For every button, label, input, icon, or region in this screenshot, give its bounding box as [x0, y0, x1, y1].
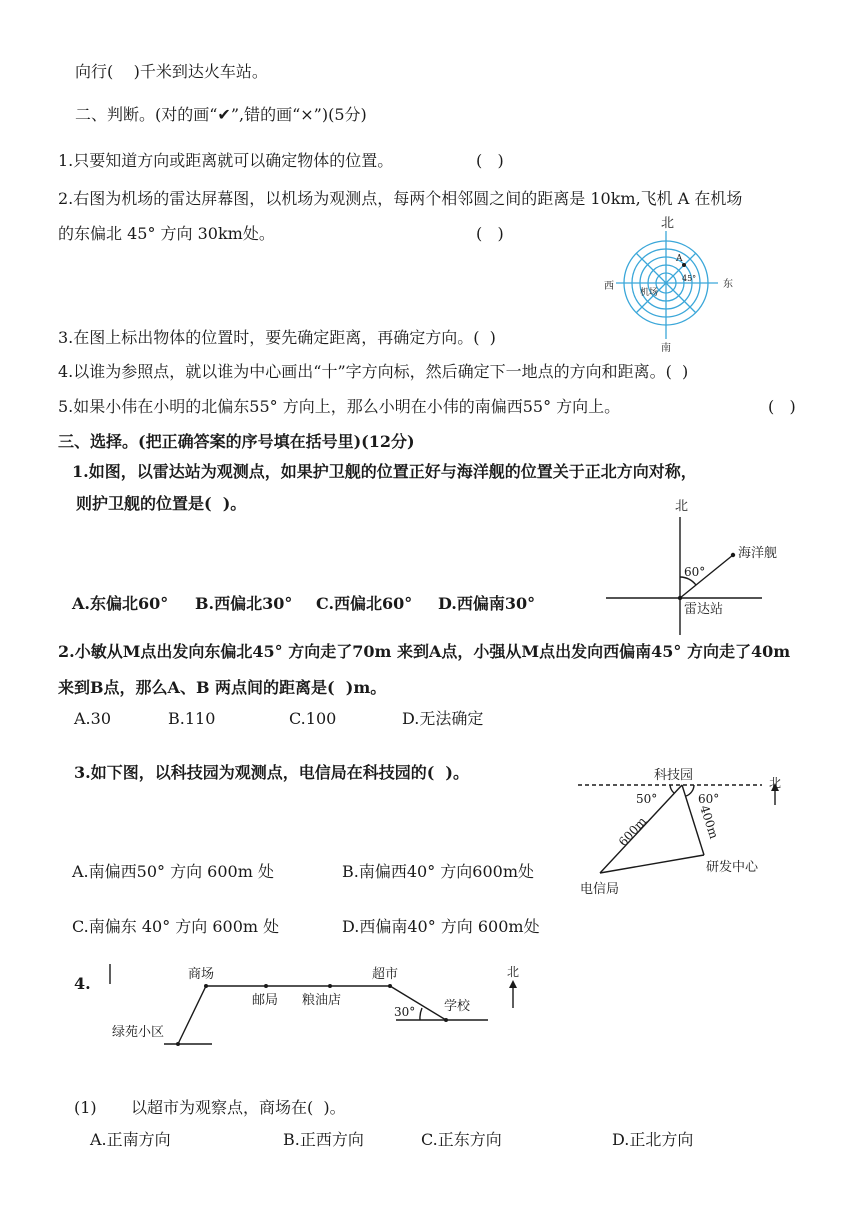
choice-2-option-a[interactable]: A.30 [74, 709, 111, 728]
judge-1-answer-blank[interactable]: ( ) [476, 151, 504, 170]
route-north-arrow-head [509, 980, 517, 988]
section-3-heading: 三、选择。(把正确答案的序号填在括号里)(12分) [58, 432, 415, 451]
judge-3: 3.在图上标出物体的位置时，要先确定距离，再确定方向。( ) [58, 328, 496, 347]
radar-plane-label: A [676, 254, 683, 264]
angle-60-label: 60° [698, 792, 720, 806]
line-previous-question: 向行( )千米到达火车站。 [75, 62, 268, 81]
choice-4-option-b[interactable]: B.正西方向 [283, 1130, 364, 1149]
mall-label: 商场 [188, 967, 215, 982]
choice-3-option-d[interactable]: D.西偏南40° 方向 600m处 [342, 917, 540, 936]
route-north-label: 北 [507, 965, 520, 979]
angle-arc-50 [670, 785, 674, 793]
radar-south-label: 南 [661, 343, 671, 354]
choice-1-option-c[interactable]: C.西偏北60° [316, 594, 413, 613]
choice-3: 3.如下图，以科技园为观测点，电信局在科技园的( )。 [74, 763, 469, 782]
radar-station-diagram [600, 495, 800, 640]
route-angle-label: 30° [394, 1005, 416, 1019]
choice-1-option-d[interactable]: D.西偏南30° [438, 594, 536, 613]
tech-north-label: 北 [769, 776, 782, 790]
judge-5: 5.如果小伟在小明的北偏东55° 方向上，那么小明在小伟的南偏西55° 方向上。 [58, 397, 621, 416]
choice-2-option-b[interactable]: B.110 [168, 709, 216, 728]
station-label: 雷达站 [684, 602, 724, 617]
plane-a-marker [682, 263, 686, 267]
choice-1-line-2: 则护卫舰的位置是( )。 [76, 494, 247, 513]
home-label: 绿苑小区 [112, 1025, 165, 1040]
choice-1-option-b[interactable]: B.西偏北30° [195, 594, 293, 613]
judge-1: 1.只要知道方向或距离就可以确定物体的位置。 [58, 151, 394, 170]
telecom-label: 电信局 [580, 882, 620, 897]
choice-4-number: 4. [74, 974, 91, 993]
distance-600-label: 600m [615, 814, 650, 850]
choice-3-option-a[interactable]: A.南偏西50° 方向 600m 处 [72, 862, 274, 881]
choice-2-option-d[interactable]: D.无法确定 [402, 709, 484, 728]
route-diagram [108, 960, 538, 1055]
point-mall [204, 984, 208, 988]
choice-3-option-c[interactable]: C.南偏东 40° 方向 600m 处 [72, 917, 280, 936]
angle-50-label: 50° [636, 792, 658, 806]
radar-center-label: 机场 [640, 288, 659, 298]
choice-2-option-c[interactable]: C.100 [289, 709, 337, 728]
judge-5-answer-blank[interactable]: ( ) [768, 397, 796, 416]
line-telecom-to-rd [600, 855, 704, 873]
radar-north-label: 北 [661, 216, 675, 231]
choice-2-line-2: 来到B点，那么A、B 两点间的距离是( )m。 [58, 678, 387, 697]
point-post [264, 984, 268, 988]
judge-2-line-2: 的东偏北 45° 方向 30km处。 [58, 224, 275, 243]
section-2-heading: 二、判断。(对的画“✔”,错的画“×”)(5分) [75, 105, 367, 124]
choice-1-option-a[interactable]: A.东偏北60° [72, 594, 169, 613]
choice-4-option-a[interactable]: A.正南方向 [90, 1130, 171, 1149]
post-label: 邮局 [252, 993, 279, 1008]
judge-2-answer-blank[interactable]: ( ) [476, 224, 504, 243]
market-label: 超市 [372, 967, 399, 982]
ship-label: 海洋舰 [738, 546, 778, 561]
radar-east-label: 东 [723, 279, 733, 290]
choice-2-line-1: 2.小敏从M点出发向东偏北45° 方向走了70m 来到A点，小强从M点出发向西偏南45° 方向走了40m [58, 642, 791, 661]
choice-4-option-d[interactable]: D.正北方向 [612, 1130, 694, 1149]
choice-4-sub-1-number: (1) [74, 1098, 97, 1117]
airport-radar-diagram [596, 215, 746, 355]
grain-label: 粮油店 [302, 993, 342, 1008]
tech-park-diagram [576, 765, 796, 900]
choice-1-line-1: 1.如图，以雷达站为观测点，如果护卫舰的位置正好与海洋舰的位置关于正北方向对称， [72, 462, 697, 481]
rd-center-label: 研发中心 [706, 860, 759, 875]
school-label: 学校 [444, 999, 471, 1014]
point-market [388, 984, 392, 988]
ship-north-label: 北 [675, 499, 689, 514]
choice-4-sub-1: 以超市为观察点，商场在( )。 [131, 1098, 346, 1117]
point-grain [328, 984, 332, 988]
angle-arc-60 [686, 785, 694, 796]
distance-400-label: 400m [697, 803, 722, 841]
ship-angle-label: 60° [684, 565, 706, 579]
point-school [444, 1018, 448, 1022]
choice-3-option-b[interactable]: B.南偏西40° 方向600m处 [342, 862, 535, 881]
angle-arc-30 [420, 1008, 422, 1020]
tech-park-label: 科技园 [654, 768, 694, 783]
judge-2-line-1: 2.右图为机场的雷达屏幕图，以机场为观测点，每两个相邻圆之间的距离是 10km,飞机 A 在机场 [58, 189, 743, 208]
station-point [678, 596, 682, 600]
judge-4: 4.以谁为参照点，就以谁为中心画出“十”字方向标，然后确定下一地点的方向和距离。( ) [58, 362, 689, 381]
radar-west-label: 西 [604, 281, 614, 292]
radar-angle-label: 45° [682, 274, 697, 283]
point-home [176, 1042, 180, 1046]
choice-4-option-c[interactable]: C.正东方向 [421, 1130, 502, 1149]
ship-point [731, 553, 735, 557]
